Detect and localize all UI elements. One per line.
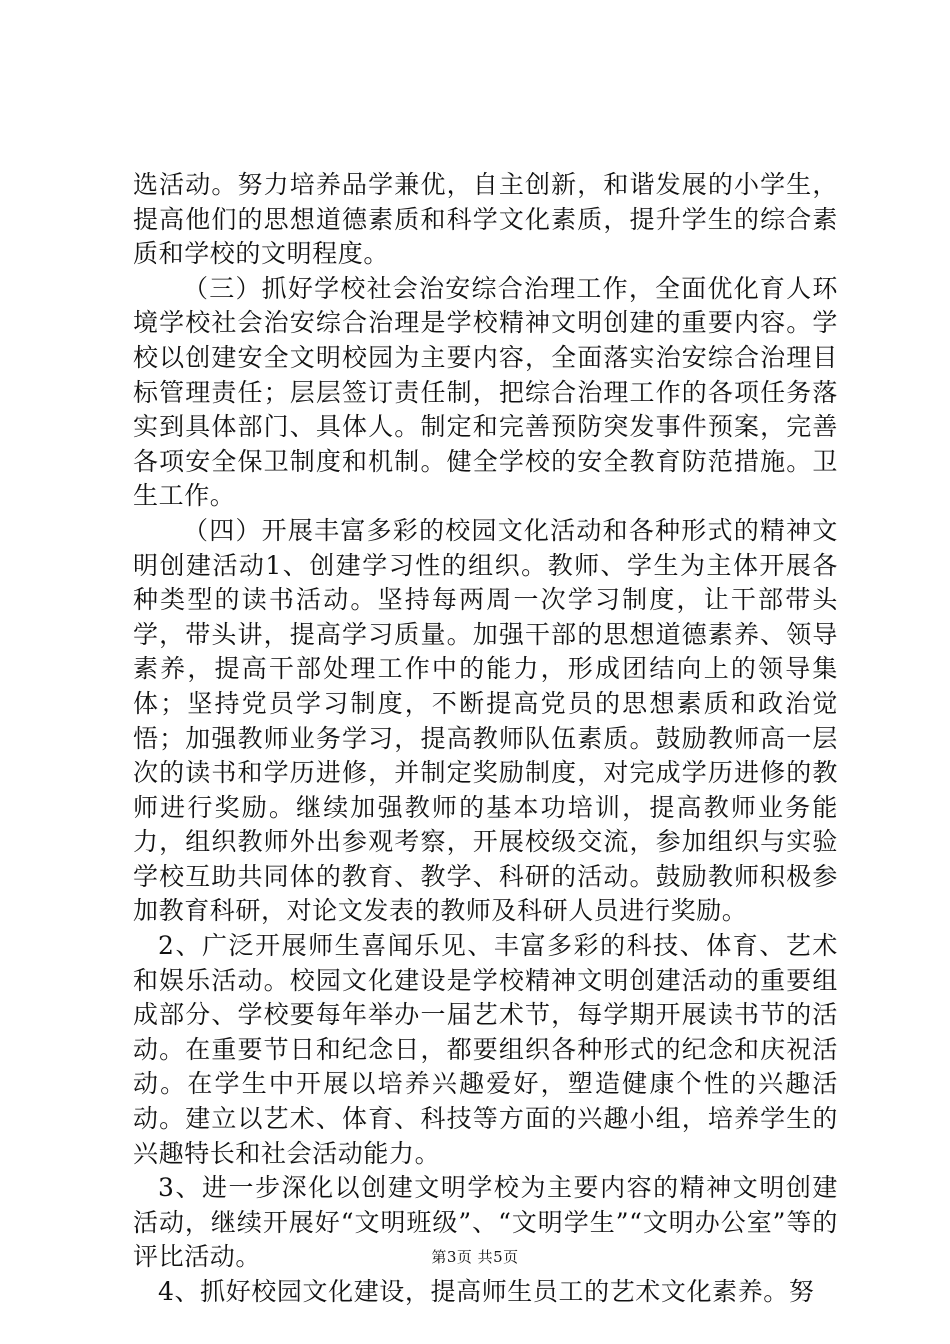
paragraph-section-three: （三）抓好学校社会治安综合治理工作，全面优化育人环境学校社会治安综合治理是学校精神文明创建的重要内容。学校以创建安全文明校园为主要内容，全面落实治安综合治理目标管理责任；层层签订责任制，把综合治理工作的各项任务落实到具体部门、具体人。制定和完善预防突发事件预案，完善各项安全保卫制度和机制。健全学校的安全教育防范措施。卫生工作。 <box>133 273 838 511</box>
paragraph-continuation: 选活动。努力培养品学兼优，自主创新，和谐发展的小学生，提高他们的思想道德素质和科学文化素质，提升学生的综合素质和学校的文明程度。 <box>133 170 838 269</box>
paragraph-item-four: 4、抓好校园文化建设，提高师生员工的艺术文化素养。努 <box>158 1277 815 1306</box>
page-number-footer: 第3页 共5页 <box>431 1248 519 1266</box>
paragraph-item-three: 3、进一步深化以创建文明学校为主要内容的精神文明创建活动，继续开展好“文明班级”、“文明学生”“文明办公室”等的评比活动。 <box>133 1173 838 1272</box>
paragraph-item-two: 2、广泛开展师生喜闻乐见、丰富多彩的科技、体育、艺术和娱乐活动。校园文化建设是学校精神文明创建活动的重要组成部分、学校要每年举办一届艺术节，每学期开展读书节的活动。在重要节日和纪念日，都要组织各种形式的纪念和庆祝活动。在学生中开展以培养兴趣爱好，塑造健康个性的兴趣活动。建立以艺术、体育、科技等方面的兴趣小组，培养学生的兴趣特长和社会活动能力。 <box>133 931 838 1168</box>
paragraph-section-four: （四）开展丰富多彩的校园文化活动和各种形式的精神文明创建活动1、创建学习性的组织。教师、学生为主体开展各种类型的读书活动。坚持每两周一次学习制度，让干部带头学，带头讲，提高学习质量。加强干部的思想道德素养、领导素养，提高干部处理工作中的能力，形成团结向上的领导集体；坚持党员学习制度，不断提高党员的思想素质和政治觉悟；加强教师业务学习，提高教师队伍素质。鼓励教师高一层次的读书和学历进修，并制定奖励制度，对完成学历进修的教师进行奖励。继续加强教师的基本功培训，提高教师业务能力，组织教师外出参观考察，开展校级交流，参加组织与实验学校互助共同体的教育、教学、科研的活动。鼓励教师积极参加教育科研，对论文发表的教师及科研人员进行奖励。 <box>133 515 838 926</box>
document-body <box>133 168 838 1310</box>
